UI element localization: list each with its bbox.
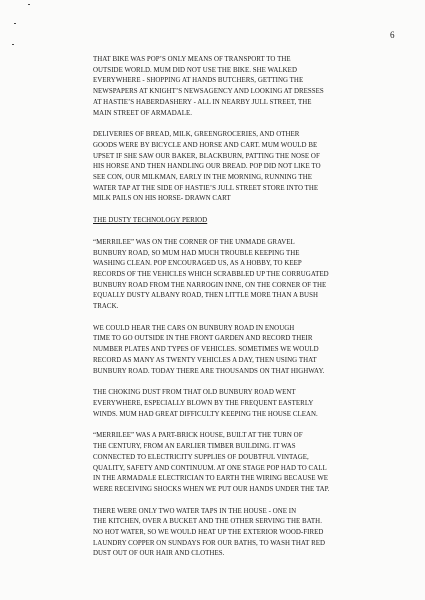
paragraph-deliveries: DELIVERIES OF BREAD, MILK, GREENGROCERIES, AND OTHER GOODS WERE BY BICYCLE AND HORSE AND CART. MUM WOULD BE UPSET IF SHE SAW OUR BAKER, BLACKBURN, PATTING THE NOSE OF HIS HORSE AND THEN HANDLING OUR BREAD. POP DID NOT LIKE TO SEE CON, OUR MILKMAN, EARLY IN THE MORNING, RUNNING THE WATER TAP AT THE SIDE OF HASTIE’S JULL STREET STORE INTO THE MILK PAILS ON HIS HORSE- DRAWN CART [93,131,321,203]
paragraph-cars: WE COULD HEAR THE CARS ON BUNBURY ROAD IN ENOUGH TIME TO GO OUTSIDE IN THE FRONT GARDEN AND RECORD THEIR NUMBER PLATES AND TYPES OF VEHICLES. SOMETIMES WE WOULD RECORD AS MANY AS TWENTY VEHICLES A DAY, THEN USING THAT BUNBURY ROAD. TODAY THERE ARE THOUSANDS ON THAT HIGHWAY. [93,324,325,375]
paragraph-water-taps: THERE WERE ONLY TWO WATER TAPS IN THE HOUSE - ONE IN THE KITCHEN, OVER A BUCKET AND THE OTHER SERVING THE BATH. NO HOT WATER, SO WE WOULD HEAT UP THE EXTERIOR WOOD-FIRED LAUNDRY COPPER ON SUNDAYS FOR OUR BATHS, TO WASH THAT RED DUST OUT OF OUR HAIR AND CLOTHES. [93,507,326,558]
paragraph-house: “MERRILEE” WAS A PART-BRICK HOUSE, BUILT AT THE TURN OF THE CENTURY, FROM AN EARLIER TIMBER BUILDING. IT WAS CONNECTED TO ELECTRICITY SUPPLIES OF DOUBTFUL VINTAGE, QUALITY, SAFETY AND CONTINUUM. AT ONE STAGE POP HAD TO CALL IN THE ARMADALE ELECTRICIAN TO EARTH THE WIRING BECAUSE WE WERE RECEIVING SHOCKS WHEN WE PUT OUR HANDS UNDER THE TAP. [93,432,330,493]
page-number: 6 [390,30,395,40]
paragraph-merrilee-road: “MERRILEE” WAS ON THE CORNER OF THE UNMADE GRAVEL BUNBURY ROAD, SO MUM HAD MUCH TROUBLE KEEPING THE WASHING CLEAN. POP ENCOURAGED US, AS A HOBBY, TO KEEP RECORDS OF THE VEHICLES WHICH SCRABBLED UP THE CORRUGATED BUNBURY ROAD FROM THE NARROGIN INNE, ON THE CORNER OF THE EQUALLY DUSTY ALBANY ROAD, THEN LITTLE MORE THAN A BUSH TRACK. [93,238,329,311]
paragraph-dust: THE CHOKING DUST FROM THAT OLD BUNBURY ROAD WENT EVERYWHERE, ESPECIALLY BLOWN BY THE FREQUENT EASTERLY WINDS. MUM HAD GREAT DIFFICULTY KEEPING THE HOUSE CLEAN. [93,389,318,418]
scan-speck [14,23,16,24]
body-text [93,55,379,571]
scan-speck [12,44,14,45]
scan-speck [28,4,30,5]
paragraph-bike: THAT BIKE WAS POP’S ONLY MEANS OF TRANSPORT TO THE OUTSIDE WORLD. MUM DID NOT USE THE BIKE. SHE WALKED EVERYWHERE - SHOPPING AT HANDS BUTCHERS, GETTING THE NEWSPAPERS AT KNIGHT’S NEWSAGENCY AND LOOKING AT DRESSES AT HASTIE’S HABERDASHERY - ALL IN NEARBY JULL STREET, THE MAIN STREET OF ARMADALE. [93,56,324,117]
section-heading: THE DUSTY TECHNOLOGY PERIOD [93,217,208,225]
